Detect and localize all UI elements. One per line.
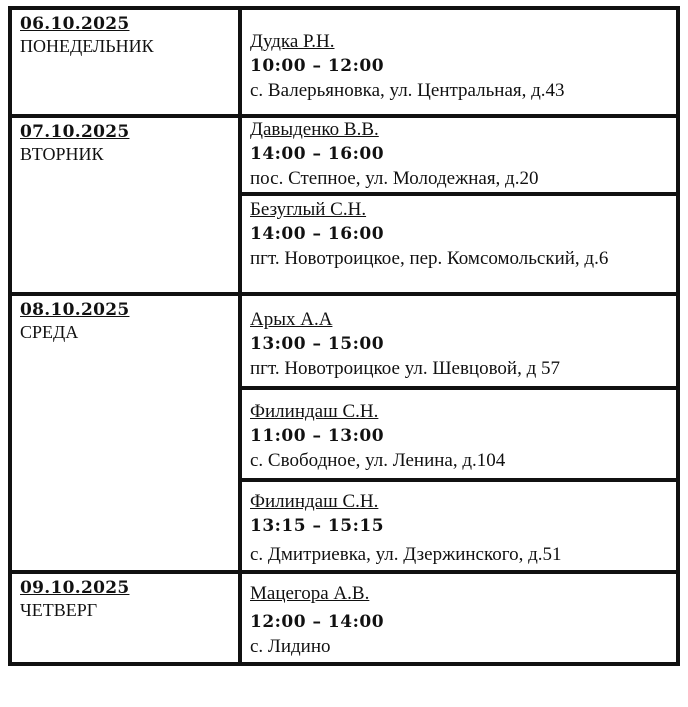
entry-time: 14:00 – 16:00	[250, 144, 385, 164]
day-cell-thursday	[10, 572, 240, 664]
day-date: 08.10.2025	[20, 300, 130, 320]
day-cell-tuesday	[10, 116, 240, 294]
visit-entry	[240, 294, 678, 388]
visit-entry	[240, 388, 678, 480]
day-weekday: ПОНЕДЕЛЬНИК	[20, 36, 154, 56]
day-weekday: СРЕДА	[20, 322, 79, 342]
entry-address: с. Валерьяновка, ул. Центральная, д.43	[250, 80, 565, 101]
entry-address: пгт. Новотроицкое ул. Шевцовой, д 57	[250, 358, 561, 379]
entry-time: 12:00 – 14:00	[250, 612, 385, 632]
visit-entry	[240, 480, 678, 572]
entry-person: Безуглый С.Н.	[250, 199, 367, 220]
day-weekday: ЧЕТВЕРГ	[20, 600, 98, 620]
schedule-row	[10, 116, 678, 194]
entry-person: Дудка Р.Н.	[250, 31, 335, 52]
schedule-row	[10, 8, 678, 116]
entry-time: 11:00 – 13:00	[250, 426, 385, 446]
entry-time: 13:15 – 15:15	[250, 516, 385, 536]
schedule-row	[10, 294, 678, 388]
day-date: 06.10.2025	[20, 14, 130, 34]
entry-address: с. Лидино	[250, 636, 331, 657]
entry-time: 14:00 – 16:00	[250, 224, 385, 244]
entry-time: 13:00 – 15:00	[250, 334, 385, 354]
visit-entry	[240, 194, 678, 294]
day-weekday: ВТОРНИК	[20, 144, 104, 164]
entry-person: Арых А.А	[250, 309, 333, 330]
day-date: 07.10.2025	[20, 122, 130, 142]
entry-person: Филиндаш С.Н.	[250, 401, 379, 422]
entry-address: с. Свободное, ул. Ленина, д.104	[250, 450, 506, 471]
visit-entry	[240, 572, 678, 664]
entry-address: с. Дмитриевка, ул. Дзержинского, д.51	[250, 544, 562, 565]
schedule-row	[10, 572, 678, 664]
visit-entry	[240, 116, 678, 194]
entry-address: пос. Степное, ул. Молодежная, д.20	[250, 168, 539, 189]
day-cell-wednesday	[10, 294, 240, 572]
entry-person: Давыденко В.В.	[250, 119, 379, 140]
entry-address: пгт. Новотроицкое, пер. Комсомольский, д.6	[250, 248, 609, 269]
visit-entry	[240, 8, 678, 116]
day-cell-monday	[10, 8, 240, 116]
day-date: 09.10.2025	[20, 578, 130, 598]
entry-person: Филиндаш С.Н.	[250, 491, 379, 512]
entry-person: Мацегора А.В.	[250, 583, 370, 604]
schedule-table	[8, 6, 680, 666]
entry-time: 10:00 – 12:00	[250, 56, 385, 76]
